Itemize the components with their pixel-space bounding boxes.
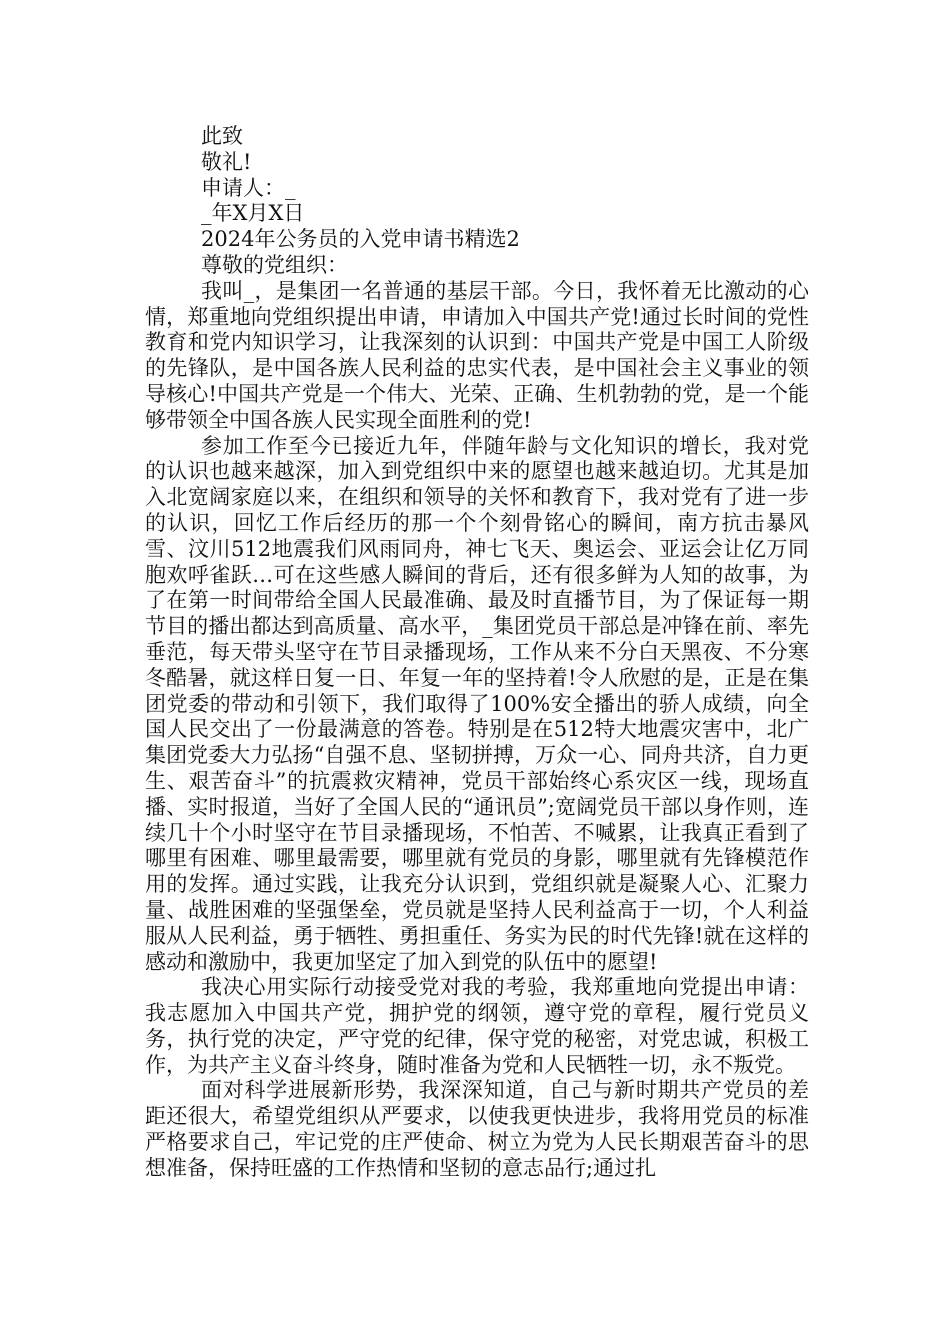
closing-line: 此致 bbox=[201, 124, 243, 148]
body-paragraph: 参加工作至今已接近九年，伴随年龄与文化知识的增长，我对党的认识也越来越深，加入到党组织中来的愿望也越来越迫切。尤其是加入北宽阔家庭以来，在组织和领导的关怀和教育下，我对党有了进一步的认识，回忆工作后经历的那一个个刻骨铭心的瞬间，南方抗击暴风雪、汶川512地震我们风雨同舟，神七飞天、奥运会、亚运会让亿万同胞欢呼雀跃…可在这些感人瞬间的背后，还有很多鲜为人知的故事，为了在第一时间带给全国人民最准确、最及时直播节目，为了保证每一期节目的播出都达到高质量、高水平，_集团党员干部总是冲锋在前、率先垂范，每天带头坚守在节目录播现场，工作从来不分白天黑夜、不分寒冬酷暑，就这样日复一日、年复一年的坚持着!令人欣慰的是，正是在集团党委的带动和引领下，我们取得了100%安全播出的骄人成绩，向全国人民交出了一份最满意的答卷。特别是在512特大地震灾害中，北广集团党委大力弘扬“自强不息、坚韧拼搏，万众一心、同舟共济，自力更生、艰苦奋斗”的抗震救灾精神，党员干部始终心系灾区一线，现场直播、实时报道，当好了全国人民的“通讯员”;宽阔党员干部以身作则，连续几十个小时坚守在节目录播现场，不怕苦、不喊累，让我真正看到了哪里有困难、哪里最需要，哪里就有党员的身影，哪里就有先锋模范作用的发挥。通过实践，让我充分认识到，党组织就是凝聚人心、汇聚力量、战胜困难的坚强堡垒，党员就是坚持人民利益高于一切，个人利益服从人民利益，勇于牺牲、勇担重任、务实为民的时代先锋!就在这样的感动和激励中，我更加坚定了加入到党的队伍中的愿望! bbox=[145, 433, 809, 974]
body-paragraph: 我决心用实际行动接受党对我的考验，我郑重地向党提出申请：我志愿加入中国共产党，拥护党的纲领，遵守党的章程，履行党员义务，执行党的决定，严守党的纪律，保守党的秘密，对党忠诚，积极工作，为共产主义奋斗终身，随时准备为党和人民牺牲一切，永不叛党。 bbox=[145, 975, 809, 1077]
document-heading: 2024年公务员的入党申请书精选2 bbox=[201, 227, 520, 252]
document-body bbox=[145, 124, 809, 1182]
salutation: 尊敬的党组织： bbox=[201, 252, 348, 277]
date-line: _年X月X日 bbox=[201, 201, 305, 226]
regards-line: 敬礼! bbox=[201, 149, 252, 174]
body-paragraph: 面对科学进展新形势，我深深知道，自己与新时期共产党员的差距还很大，希望党组织从严要求，以使我更快进步，我将用党员的标准严格要求自己，牢记党的庄严使命、树立为党为人民长期艰苦奋斗的思想准备，保持旺盛的工作热情和坚韧的意志品行;通过扎 bbox=[145, 1078, 809, 1180]
applicant-line: 申请人：_ bbox=[201, 175, 296, 200]
body-paragraph: 我叫_，是集团一名普通的基层干部。今日，我怀着无比激动的心情，郑重地向党组织提出申请，申请加入中国共产党!通过长时间的党性教育和党内知识学习，让我深刻的认识到：中国共产党是中国工人阶级的先锋队，是中国各族人民利益的忠实代表，是中国社会主义事业的领导核心!中国共产党是一个伟大、光荣、正确、生机勃勃的党，是一个能够带领全中国各族人民实现全面胜利的党! bbox=[145, 278, 809, 432]
